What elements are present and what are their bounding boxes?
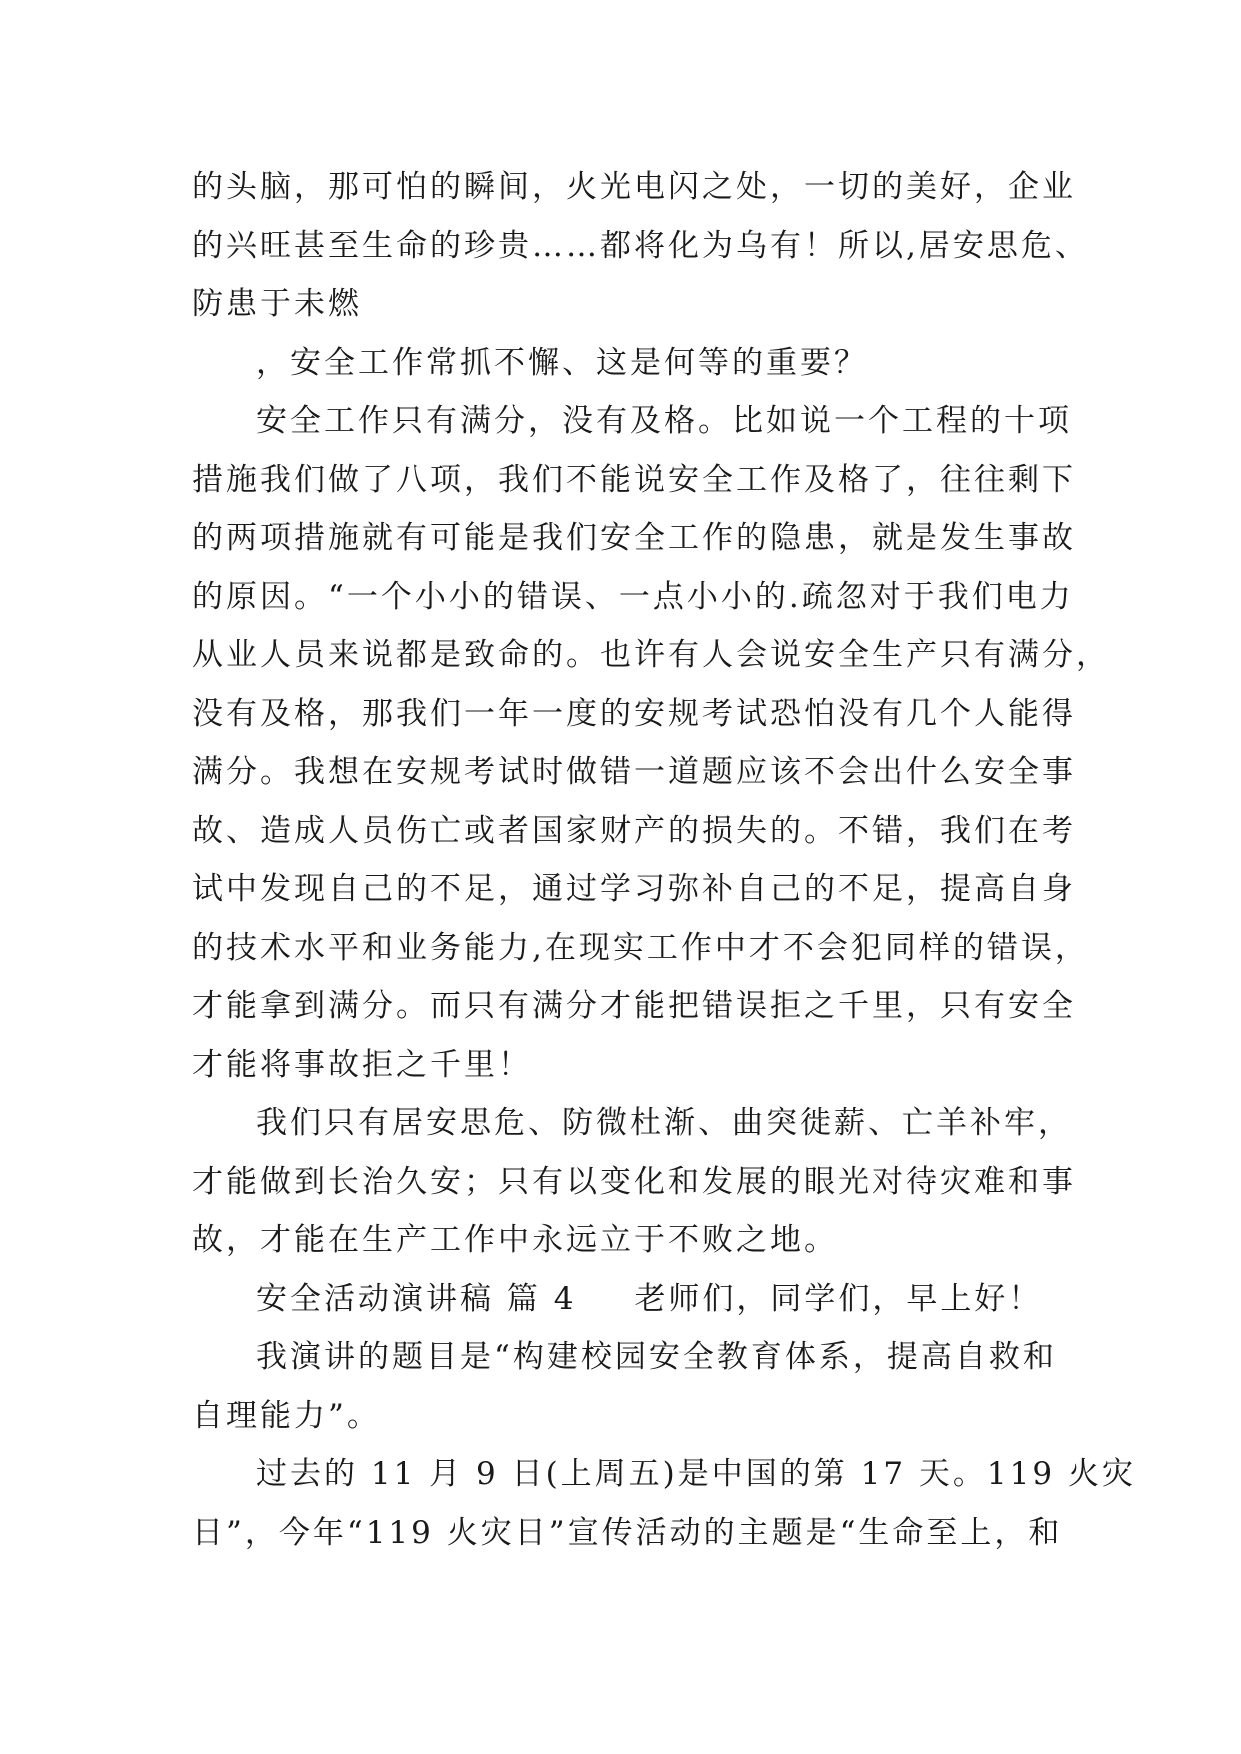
text-line: 的兴旺甚至生命的珍贵……都将化为乌有！所以,居安思危、 (192, 227, 1089, 264)
document-body (192, 158, 1136, 1562)
text-line: 才能做到长治久安；只有以变化和发展的眼光对待灾难和事 (192, 1163, 1076, 1200)
text-line: ，安全工作常抓不懈、这是何等的重要？ (256, 344, 868, 381)
text-line: 才能将事故拒之千里！ (192, 1046, 532, 1083)
text-line: 的技术水平和业务能力,在现实工作中才不会犯同样的错误， (192, 929, 1089, 966)
text-line: 才能拿到满分。而只有满分才能把错误拒之千里，只有安全 (192, 988, 1076, 1024)
text-line: 的头脑，那可怕的瞬间，火光电闪之处，一切的美好，企业 (192, 169, 1076, 205)
paragraph-start-line: 我们只有居安思危、防微杜渐、曲突徙薪、亡羊补牢， (256, 1105, 1072, 1141)
paragraph-start-line: 安全工作只有满分，没有及格。比如说一个工程的十项 (256, 403, 1072, 439)
paragraph-start-line: 过去的 11 月 9 日(上周五)是中国的第 17 天。119 火灾 (256, 1456, 1136, 1492)
text-line: 自理能力”。 (192, 1397, 381, 1434)
section-heading-line (192, 1270, 1082, 1329)
greeting: 老师们，同学们，早上好！ (634, 1280, 1043, 1317)
text-line: 的原因。“一个小小的错误、一点小小的.疏忽对于我们电力 (192, 578, 1074, 615)
text-line: 故，才能在生产工作中永远立于不败之地。 (192, 1222, 838, 1258)
text-line: 满分。我想在安规考试时做错一道题应该不会出什么安全事 (192, 754, 1076, 790)
text-line: 措施我们做了八项，我们不能说安全工作及格了，往往剩下 (192, 461, 1076, 498)
section-title: 安全活动演讲稿 篇 4 (256, 1280, 577, 1317)
text-line: 从业人员来说都是致命的。也许有人会说安全生产只有满分， (192, 637, 1110, 673)
paragraph-start-line: 我演讲的题目是“构建校园安全教育体系，提高自救和 (256, 1339, 1057, 1375)
text-line: 故、造成人员伤亡或者国家财产的损失的。不错，我们在考 (192, 812, 1076, 849)
text-line: 的两项措施就有可能是我们安全工作的隐患，就是发生事故 (192, 520, 1076, 556)
text-line: 日”，今年“119 火灾日”宣传活动的主题是“生命至上，和 (192, 1514, 1063, 1551)
text-line: 试中发现自己的不足，通过学习弥补自己的不足，提高自身 (192, 871, 1076, 907)
text-line: 防患于未燃 (192, 286, 362, 322)
text-line: 没有及格，那我们一年一度的安规考试恐怕没有几个人能得 (192, 695, 1076, 732)
